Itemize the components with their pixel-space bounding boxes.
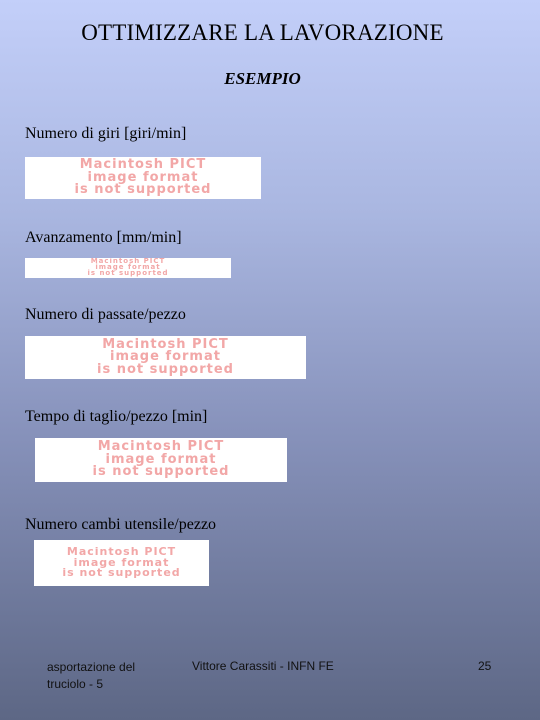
footer-topic-line: asportazione del xyxy=(47,660,136,674)
footer-author: Vittore Carassiti - INFN FE xyxy=(192,659,334,673)
label-cambi-utensile: Numero cambi utensile/pezzo xyxy=(25,516,217,533)
pict-text-line: is not supported xyxy=(92,464,230,480)
page-number: 25 xyxy=(478,659,492,673)
pict-text-line: image format xyxy=(105,451,217,467)
pict-text-line: Macintosh PICT xyxy=(102,336,229,352)
pict-placeholder-image xyxy=(25,336,306,379)
footer-topic-line: truciolo - 5 xyxy=(47,677,104,691)
label-numero-passate: Numero di passate/pezzo xyxy=(25,306,186,323)
pict-text-line: image format xyxy=(95,263,161,272)
pict-placeholder-image xyxy=(25,157,261,199)
pict-placeholder-image xyxy=(35,438,287,482)
pict-text-line: image format xyxy=(87,169,199,185)
pict-text-line: is not supported xyxy=(62,566,181,580)
pict-text-line: Macintosh PICT xyxy=(97,439,225,455)
label-tempo-taglio: Tempo di taglio/pezzo [min] xyxy=(25,408,208,425)
label-avanzamento: Avanzamento [mm/min] xyxy=(25,229,182,246)
pict-text-line: Macintosh PICT xyxy=(79,157,207,173)
pict-text-line: is not supported xyxy=(97,361,234,377)
slide-subtitle: ESEMPIO xyxy=(224,69,301,88)
slide-title: OTTIMIZZARE LA LAVORAZIONE xyxy=(81,20,444,45)
pict-placeholder-image xyxy=(25,258,231,278)
label-numero-giri: Numero di giri [giri/min] xyxy=(25,125,187,142)
footer-topic xyxy=(47,659,167,693)
pict-text-line: image format xyxy=(110,349,221,365)
pict-text-line: is not supported xyxy=(74,182,212,198)
pict-text-line: Macintosh PICT xyxy=(66,545,177,559)
pict-text-line: is not supported xyxy=(87,268,169,277)
pict-text-line: image format xyxy=(73,555,170,569)
pict-text-line: Macintosh PICT xyxy=(90,258,166,266)
pict-placeholder-image xyxy=(34,540,209,586)
